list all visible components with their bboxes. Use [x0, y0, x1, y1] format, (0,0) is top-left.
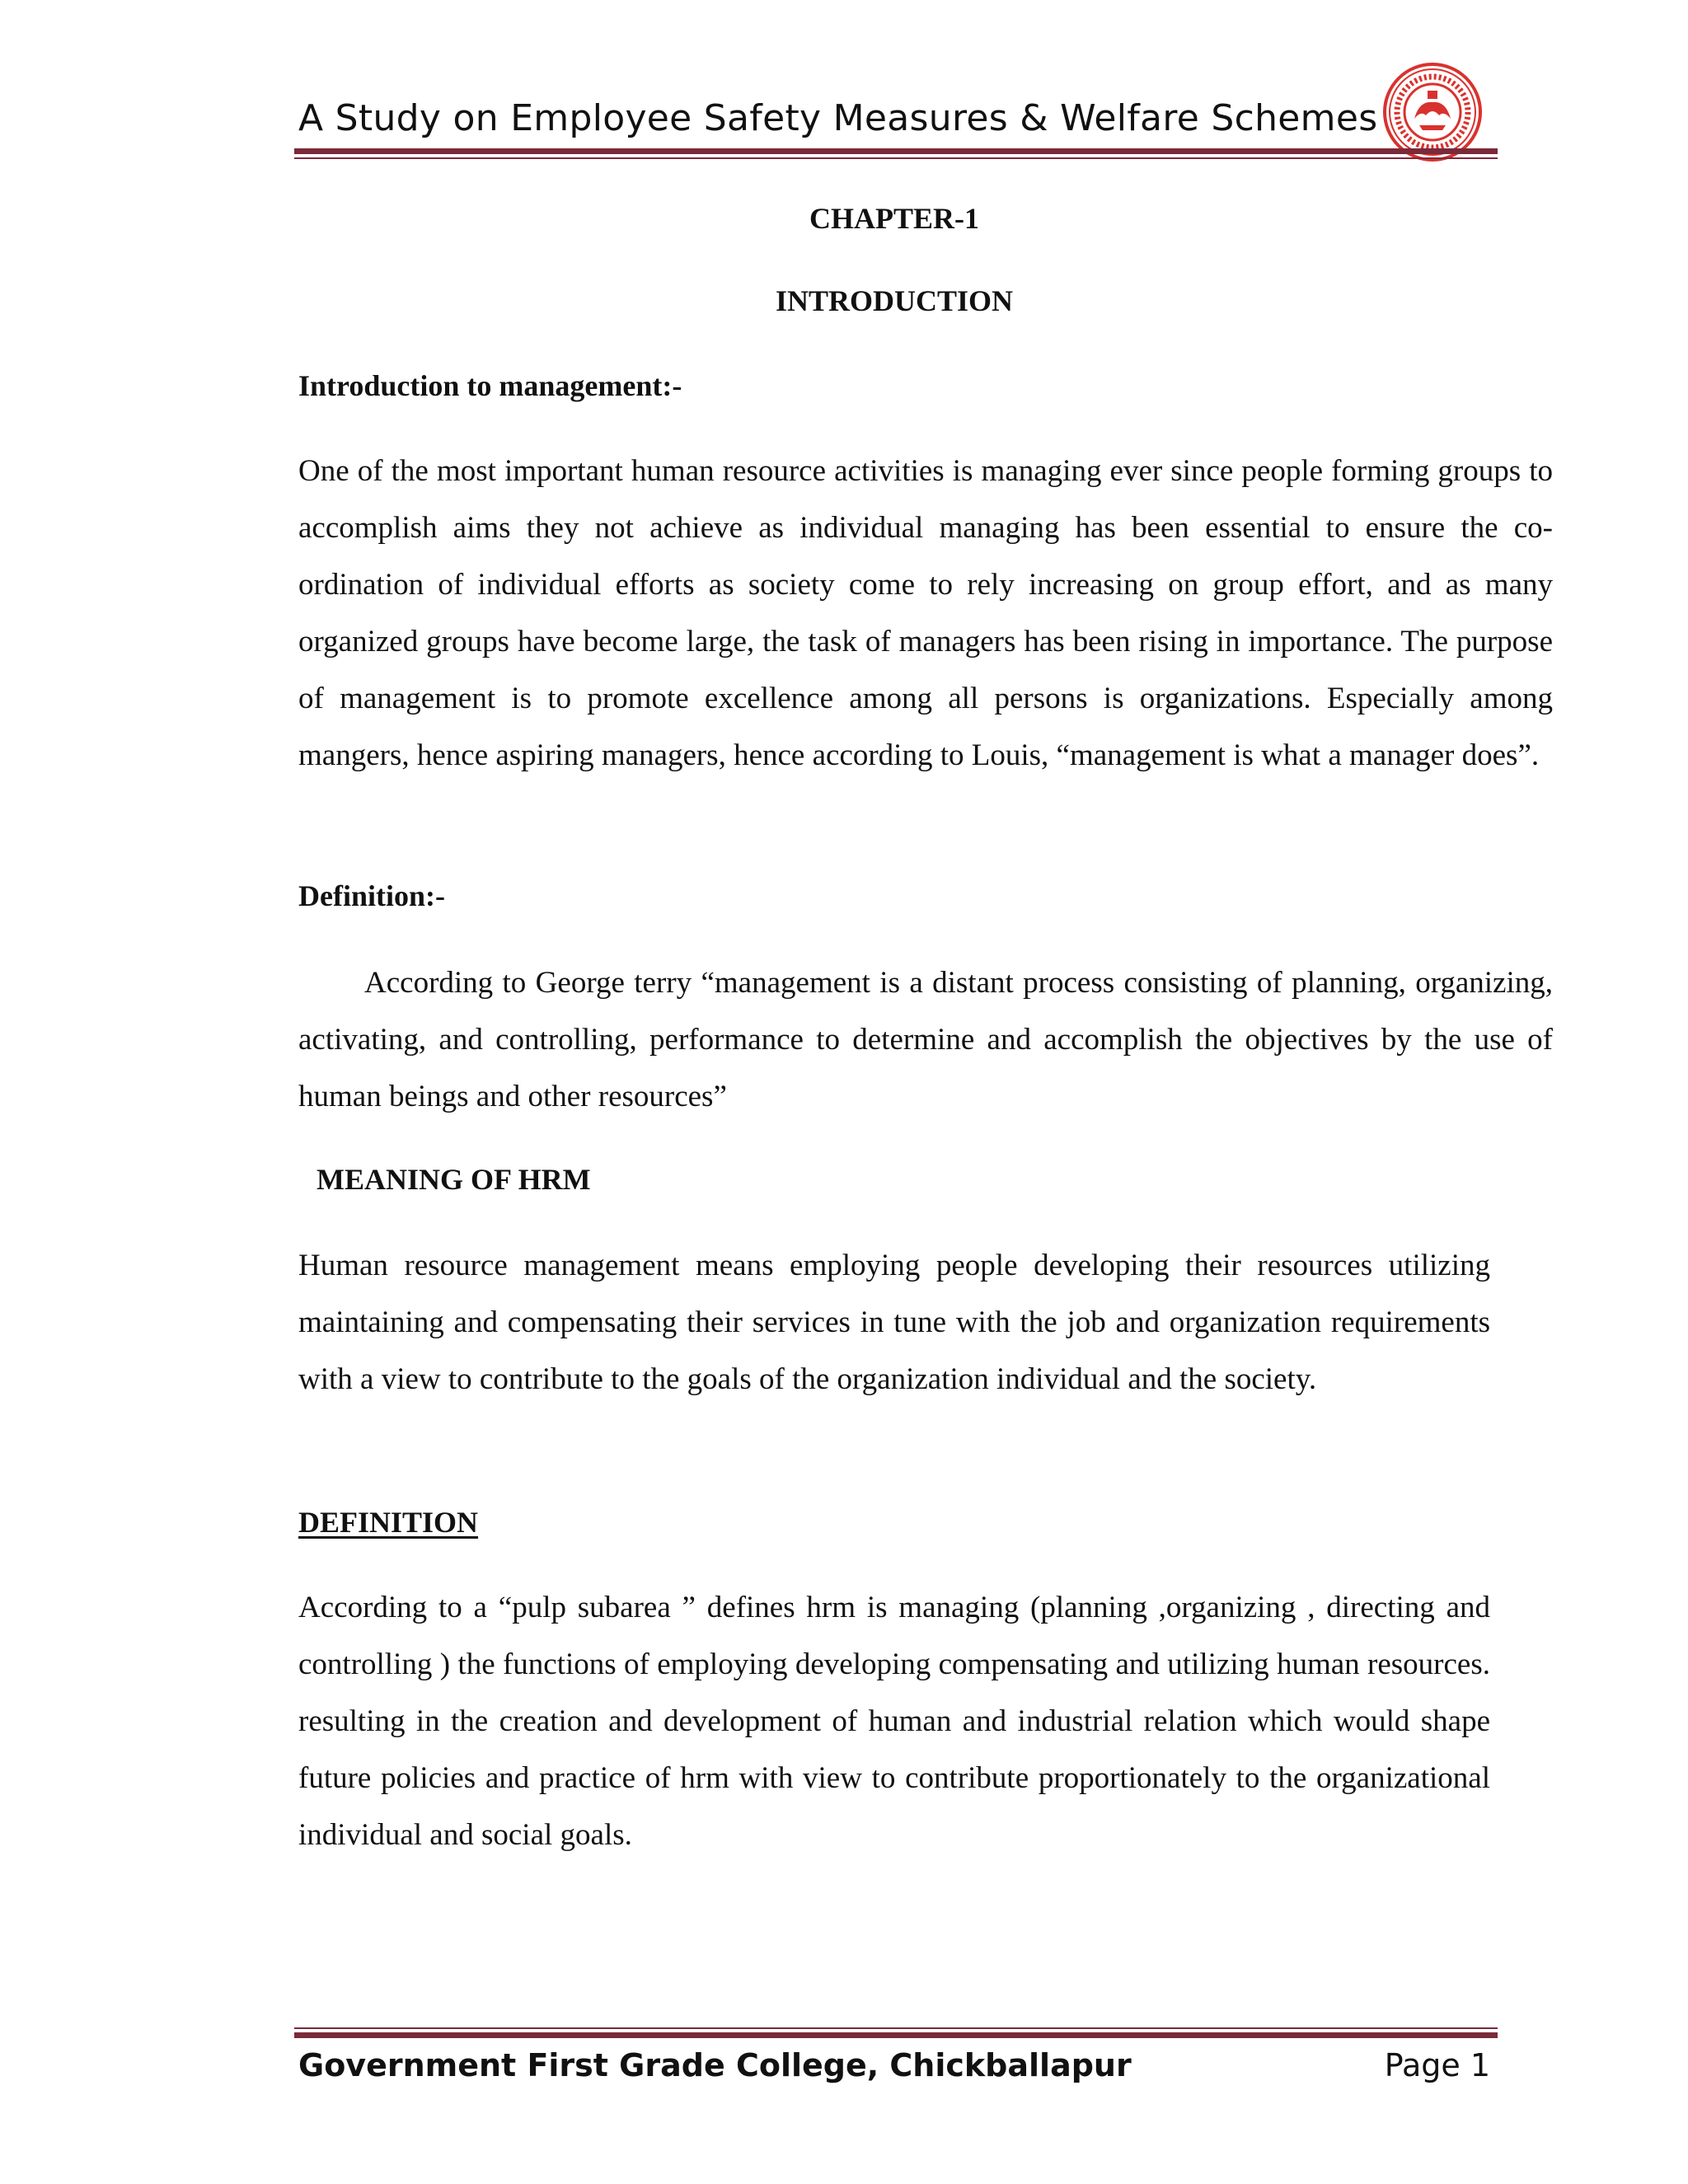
definition-hrm-paragraph: According to a “pulp subarea ” defines hrm is managing (planning ,organizing , directing and controlling ) the functions of employing developing compensating and utilizing human resources. resulting in the creation and development of human and industrial relation which would shape future policies and practice of hrm with view to contribute proportionately to the organizational individual and social goals. — [298, 1591, 1490, 1852]
intro-heading: Introduction to management:- — [298, 369, 682, 402]
meaning-of-hrm-paragraph: Human resource management means employing people developing their resources utilizing maintaining and compensating their services in tune with the job and organization requirements with a view to contribute to the goals of the organization individual and the society. — [298, 1249, 1490, 1396]
header-rule-thin — [294, 157, 1498, 159]
definition-hrm-heading: DEFINITION — [298, 1506, 479, 1539]
running-header-title: A Study on Employee Safety Measures & Welfare Schemes — [298, 97, 1378, 139]
chapter-number: CHAPTER-1 — [809, 202, 979, 235]
chapter-title: INTRODUCTION — [775, 284, 1014, 317]
footer-rule-thin — [294, 2027, 1498, 2029]
footer-rule-thick — [294, 2032, 1498, 2038]
meaning-of-hrm-heading: MEANING OF HRM — [316, 1163, 591, 1196]
page-number: Page 1 — [1384, 2047, 1490, 2083]
footer-college-name: Government First Grade College, Chickballapur — [298, 2047, 1132, 2083]
definition-heading: Definition:- — [298, 879, 445, 912]
definition-paragraph: According to George terry “management is a distant process consisting of planning, organizing, activating, and controlling, performance to determine and accomplish the objectives by the use of human beings and other resources” — [298, 966, 1553, 1113]
intro-paragraph: One of the most important human resource activities is managing ever since people forming groups to accomplish aims they not achieve as individual managing has been essential to ensure the co-ordination of individual efforts as society come to rely increasing on group effort, and as many organized groups have become large, the task of managers has been rising in importance. The purpose of management is to promote excellence among all persons is organizations. Especially among mangers, hence aspiring managers, hence according to Louis, “management is what a manager does”. — [298, 454, 1553, 772]
header-rule-thick — [294, 148, 1498, 154]
